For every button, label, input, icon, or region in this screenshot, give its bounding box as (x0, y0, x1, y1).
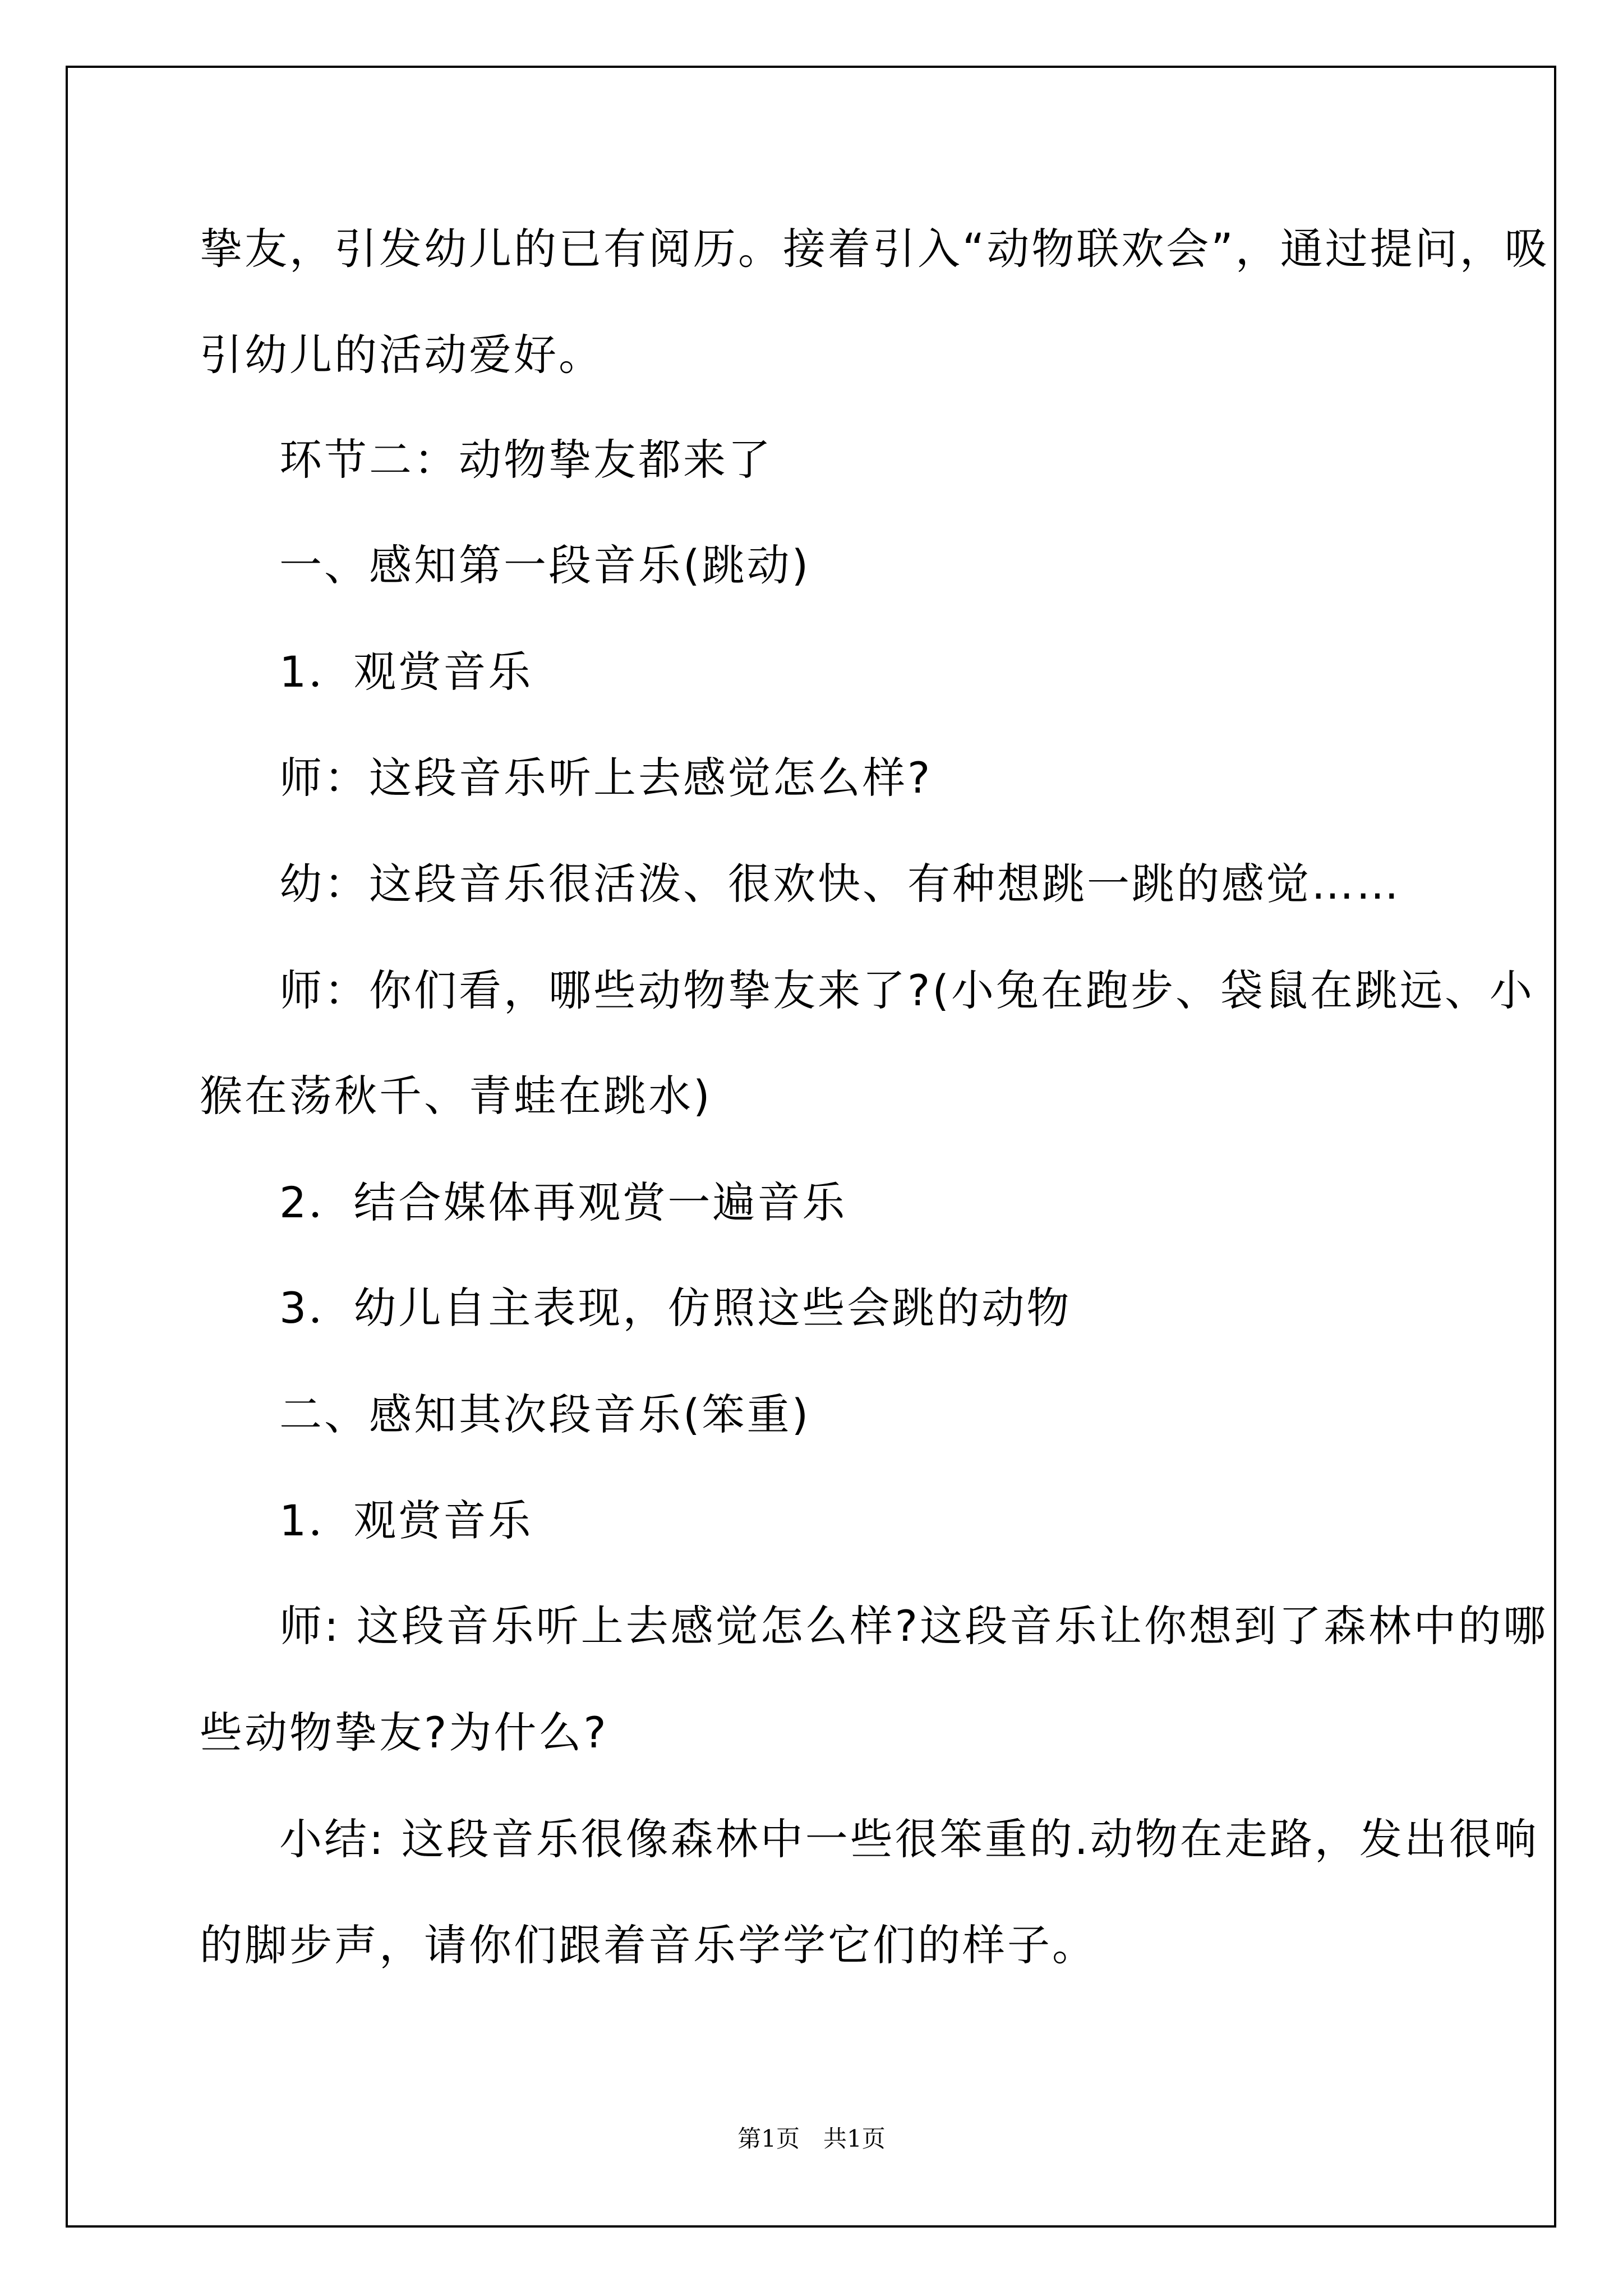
section-heading: 环节二：动物挚友都来了 (279, 435, 773, 485)
subsection-heading: 一、感知第一段音乐(跳动) (279, 540, 811, 590)
summary-line: 小结: 这段音乐很像森林中一些很笨重的.动物在走路，发出很响 (279, 1814, 1539, 1864)
paragraph-line: 引幼儿的活动爱好。 (200, 330, 603, 380)
page-number-footer: 第1页 共1页 (737, 2125, 886, 2152)
dialogue-line: 师: 这段音乐听上去感觉怎么样?这段音乐让你想到了森林中的哪 (279, 1601, 1548, 1651)
dialogue-line: 幼：这段音乐很活泼、很欢快、有种想跳一跳的感觉…… (279, 859, 1401, 909)
paragraph-line: 的脚步声，请你们跟着音乐学学它们的样子。 (200, 1920, 1097, 1970)
paragraph-line: 猴在荡秋千、青蛙在跳水) (200, 1071, 712, 1121)
page-border (66, 66, 1556, 2228)
dialogue-line: 师：你们看，哪些动物挚友来了?(小兔在跑步、袋鼠在跳远、小 (279, 965, 1534, 1015)
list-item: 1．观赏音乐 (279, 647, 533, 697)
list-item: 1．观赏音乐 (279, 1496, 533, 1545)
paragraph-line: 挚友，引发幼儿的已有阅历。接着引入“动物联欢会”，通过提问，吸 (200, 224, 1550, 274)
dialogue-line: 师：这段音乐听上去感觉怎么样? (279, 753, 933, 803)
list-item: 2．结合媒体再观赏一遍音乐 (279, 1177, 847, 1227)
paragraph-line: 些动物挚友?为什么? (200, 1708, 608, 1757)
list-item: 3．幼儿自主表现，仿照这些会跳的动物 (279, 1283, 1072, 1333)
subsection-heading: 二、感知其次段音乐(笨重) (279, 1389, 811, 1439)
